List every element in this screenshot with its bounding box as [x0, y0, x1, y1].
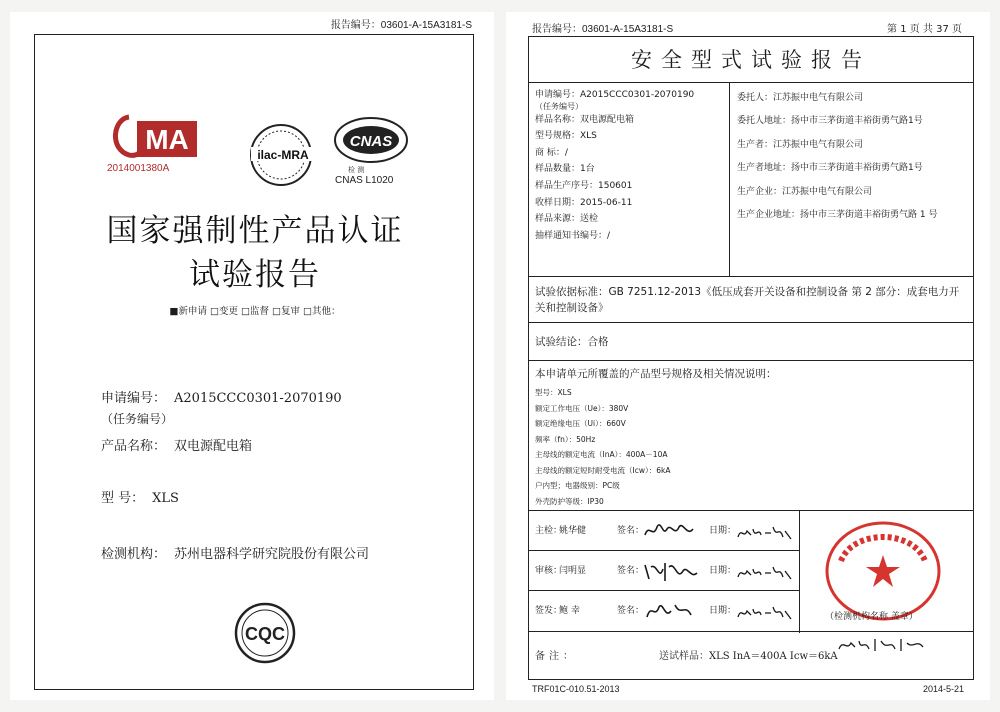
testing-lab-label: 检测机构：: [101, 547, 167, 562]
info-line: 生产者地址：扬中市三茅街道丰裕街勇气路1号: [737, 163, 923, 174]
info-line: （任务编号）: [535, 101, 583, 111]
product-name-label: 产品名称：: [101, 439, 167, 454]
page-number: 第 1 页 共 37 页: [887, 24, 962, 35]
report-title: 安全型式试验报告: [529, 37, 973, 83]
handwritten-signature: [641, 517, 701, 545]
model-label: 型 号：: [101, 491, 145, 506]
scope-line: 户内型；电器级别：PC级: [535, 481, 620, 490]
cnas-code: CNAS L1020: [335, 175, 394, 186]
report-number: 报告编号：03601-A-15A3181-S: [330, 20, 472, 31]
info-line: 样品数量：1台: [535, 164, 595, 175]
scope-line: 额定工作电压（Ue）：380V: [535, 403, 629, 413]
svg-text:CNAS: CNAS: [349, 133, 393, 150]
info-line: 生产企业地址：扬中市三茅街道丰裕街勇气路 1 号: [737, 209, 938, 220]
product-name-field: [101, 435, 252, 454]
scope-section: [529, 361, 973, 511]
svg-text:CQC: CQC: [245, 624, 285, 644]
scope-line: 型号：XLS: [535, 388, 572, 397]
info-line: 委托人：江苏振中电气有限公司: [737, 93, 864, 103]
info-line: 生产者：江苏振中电气有限公司: [737, 139, 864, 150]
model-value: XLS: [152, 491, 179, 506]
test-report-page: [506, 12, 990, 700]
remarks-label: 备注：: [535, 651, 577, 662]
handwritten-date: [735, 597, 795, 625]
info-line: 生产企业：江苏振中电气有限公司: [737, 186, 873, 197]
scope-line: 外壳防护等级：IP30: [535, 496, 604, 506]
handwritten-signature: [641, 597, 701, 625]
scope-line: 主母线的额定电流（InA）：400A－10A: [535, 450, 668, 459]
test-standard: 试验依据标准：GB 7251.12-2013《低压成套开关设备和控制设备 第 2 部分：成套电力开关和控制设备》: [529, 277, 973, 323]
svg-text:ilac-MRA: ilac-MRA: [257, 148, 309, 162]
handwritten-signature: [641, 557, 701, 585]
application-number-label: 申请编号：: [101, 391, 167, 406]
certificate-cover-page: [10, 12, 494, 700]
scope-line: 频率（fn）：50Hz: [535, 434, 596, 444]
client-info-right: [737, 87, 971, 242]
info-line: 商 标：/: [535, 147, 568, 158]
form-number: TRF01C-010.51-2013: [532, 684, 620, 694]
cnas-logo-icon: [331, 115, 411, 165]
sample-info-left: [535, 87, 725, 244]
column-divider: [729, 83, 730, 276]
cqc-logo-icon: [233, 601, 297, 665]
sign-person-name: 闫明显: [559, 566, 587, 576]
cma-code: 2014001380A: [107, 163, 170, 174]
product-name-value: 双电源配电箱: [174, 439, 253, 454]
form-date: 2014-5-21: [922, 684, 964, 694]
application-number-value: A2015CCC0301-2070190: [174, 391, 342, 406]
sign-person-name: 姚华健: [559, 526, 587, 536]
handwritten-date: [735, 517, 795, 545]
sign-role-label: 主检：: [535, 526, 563, 536]
test-conclusion: 试验结论：合格: [529, 323, 973, 361]
report-form: [528, 36, 974, 680]
signature-label: 签名：: [617, 566, 645, 576]
info-line: 委托人地址：扬中市三茅街道丰裕街勇气路1号: [737, 116, 923, 127]
testing-lab-value: 苏州电器科学研究院股份有限公司: [174, 547, 370, 562]
sign-role-label: 审核：: [535, 566, 563, 576]
cover-frame: [34, 34, 474, 690]
sign-role-label: 签发：: [535, 606, 563, 616]
date-label: 日期：: [709, 566, 737, 576]
info-line: 抽样通知书编号：/: [535, 230, 611, 241]
sign-person-name: 鲍 幸: [559, 606, 580, 616]
sign-column-divider: [799, 511, 800, 633]
svg-text:MA: MA: [145, 124, 189, 155]
report-number: 报告编号：03601-A-15A3181-S: [532, 24, 674, 35]
scope-line: 主母线的额定短时耐受电流（Icw）：6kA: [535, 465, 671, 475]
info-line: 样品生产序号：150601: [535, 180, 633, 191]
task-number-label: （任务编号）: [101, 412, 174, 426]
ilac-mra-logo-icon: [241, 119, 341, 189]
remarks-row: [529, 633, 973, 681]
info-line: 收样日期：2015-06-11: [535, 197, 633, 208]
sample-info-section: [529, 83, 973, 277]
cnas-subtitle: 检 测: [348, 166, 365, 174]
signature-label: 签名：: [617, 606, 645, 616]
scope-line: 额定绝缘电压（Ui）：660V: [535, 419, 626, 428]
remarks-value: 送试样品：XLS InA＝400A Icw＝6kA: [659, 651, 838, 662]
application-number-field: [101, 387, 342, 406]
signature-label: 签名：: [617, 526, 645, 536]
cover-title-line2: 试验报告: [189, 257, 321, 293]
cma-logo-icon: [109, 109, 199, 165]
handwritten-date: [735, 557, 795, 585]
application-type-checkboxes: ■新申请 □变更 □监督 □复审 □其他：: [169, 306, 341, 317]
info-line: 申请编号：A2015CCC0301-2070190: [535, 90, 695, 100]
cover-title-line1: 国家强制性产品认证: [106, 213, 404, 249]
model-field: [101, 487, 179, 506]
date-label: 日期：: [709, 526, 737, 536]
testing-lab-field: [101, 543, 369, 562]
info-line: 样品名称：双电源配电箱: [535, 114, 635, 125]
info-line: 样品来源：送检: [535, 214, 599, 225]
info-line: 型号规格：XLS: [535, 131, 597, 142]
scope-title: 本申请单元所覆盖的产品型号规格及相关情况说明：: [535, 368, 777, 380]
date-label: 日期：: [709, 606, 737, 616]
seal-caption: （检测机构名称 盖章）: [825, 612, 918, 622]
